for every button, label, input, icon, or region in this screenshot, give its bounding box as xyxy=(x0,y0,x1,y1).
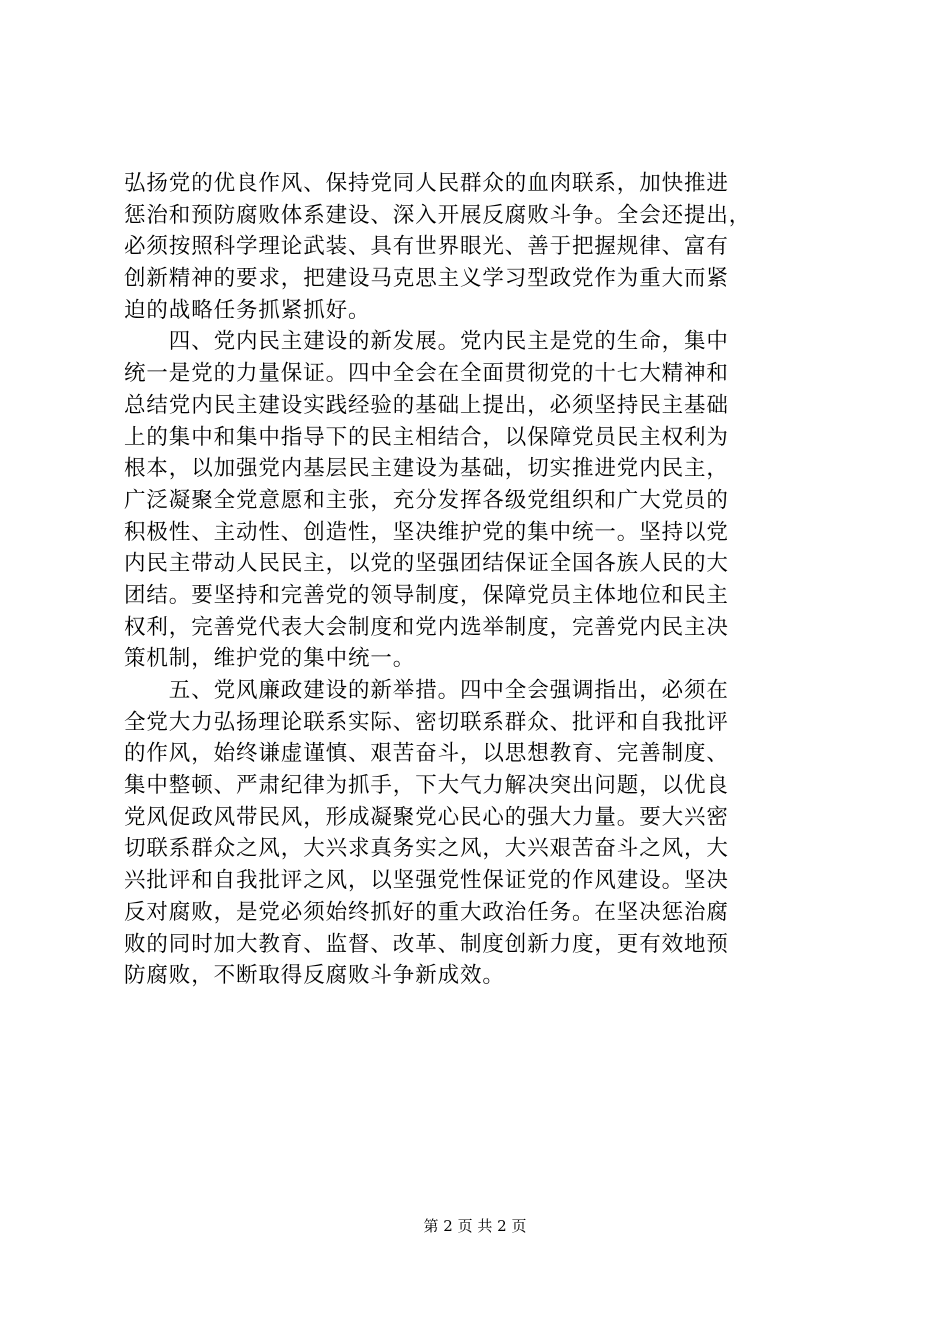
text-line: 内民主带动人民民主，以党的坚强团结保证全国各族人民的大 xyxy=(124,551,729,577)
text-line: 全党大力弘扬理论联系实际、密切联系群众、批评和自我批评 xyxy=(124,709,729,735)
text-line: 团结。要坚持和完善党的领导制度，保障党员主体地位和民主 xyxy=(124,582,729,608)
text-line: 防腐败，不断取得反腐败斗争新成效。 xyxy=(124,963,505,989)
text-line: 根本，以加强党内基层民主建设为基础，切实推进党内民主， xyxy=(124,456,729,482)
text-line: 弘扬党的优良作风、保持党同人民群众的血肉联系，加快推进 xyxy=(124,171,729,196)
text-line: 集中整顿、严肃纪律为抓手，下大气力解决突出问题，以优良 xyxy=(124,773,729,799)
text-line: 反对腐败，是党必须始终抓好的重大政治任务。在坚决惩治腐 xyxy=(124,899,729,925)
text-line: 积极性、主动性、创造性，坚决维护党的集中统一。坚持以党 xyxy=(124,519,729,545)
text-line: 总结党内民主建设实践经验的基础上提出，必须坚持民主基础 xyxy=(124,392,729,418)
text-line: 上的集中和集中指导下的民主相结合，以保障党员民主权利为 xyxy=(124,424,729,450)
text-line: 兴批评和自我批评之风，以坚强党性保证党的作风建设。坚决 xyxy=(124,868,729,894)
text-line: 广泛凝聚全党意愿和主张，充分发挥各级党组织和广大党员的 xyxy=(124,487,729,513)
section-heading-line: 五、党风廉政建设的新举措。四中全会强调指出，必须在 xyxy=(124,678,729,703)
text-line: 统一是党的力量保证。四中全会在全面贯彻党的十七大精神和 xyxy=(124,361,729,387)
page-number-footer: 第 2 页 共 2 页 xyxy=(423,1217,527,1235)
text-line: 必须按照科学理论武装、具有世界眼光、善于把握规律、富有 xyxy=(124,234,729,260)
section-heading-line: 四、党内民主建设的新发展。党内民主是党的生命，集中 xyxy=(124,329,729,355)
text-line: 党风促政风带民风，形成凝聚党心民心的强大力量。要大兴密 xyxy=(124,804,729,830)
text-line: 权利，完善党代表大会制度和党内选举制度，完善党内民主决 xyxy=(124,614,729,640)
text-line: 创新精神的要求，把建设马克思主义学习型政党作为重大而紧 xyxy=(124,266,729,292)
text-line: 败的同时加大教育、监督、改革、制度创新力度，更有效地预 xyxy=(124,931,729,957)
text-line: 切联系群众之风，大兴求真务实之风，大兴艰苦奋斗之风，大 xyxy=(124,836,729,862)
text-line: 迫的战略任务抓紧抓好。 xyxy=(124,297,371,323)
text-line: 策机制，维护党的集中统一。 xyxy=(124,646,416,672)
document-body xyxy=(124,168,834,992)
text-line: 的作风，始终谦虚谨慎、艰苦奋斗，以思想教育、完善制度、 xyxy=(124,741,729,767)
text-line: 惩治和预防腐败体系建设、深入开展反腐败斗争。全会还提出， xyxy=(124,202,752,228)
